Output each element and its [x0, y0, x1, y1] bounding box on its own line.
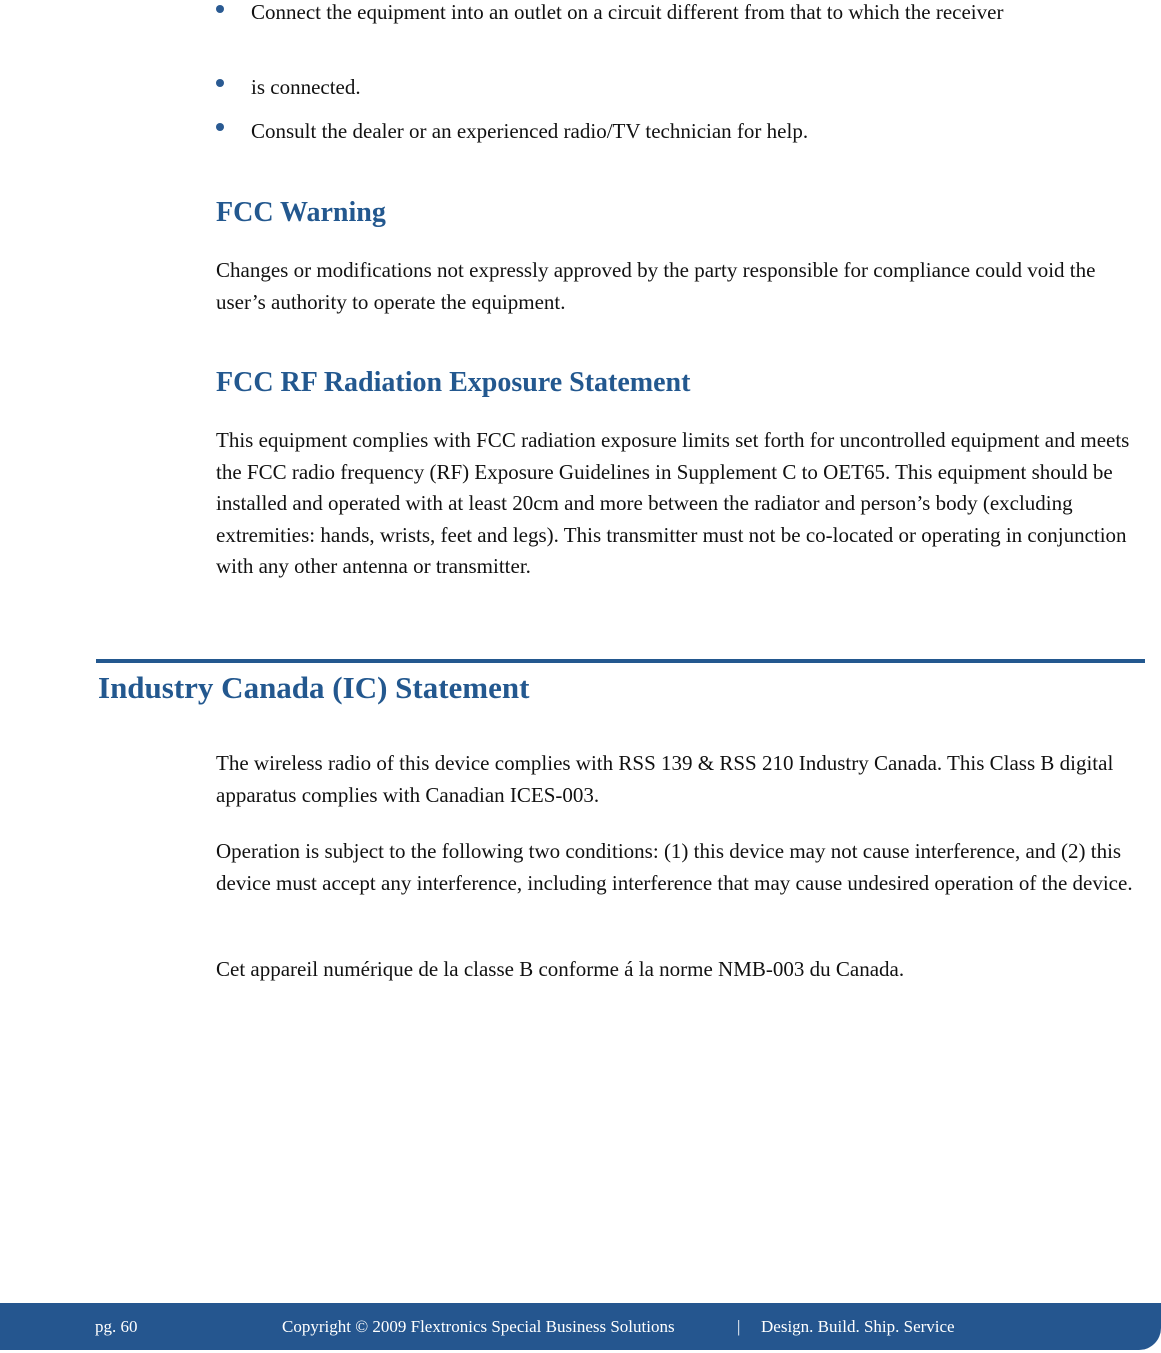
footer-separator: | [737, 1317, 741, 1336]
footer-tagline: Design. Build. Ship. Service [761, 1317, 955, 1336]
ic-paragraph-3: Cet appareil numérique de la classe B conforme á la norme NMB-003 du Canada. [216, 957, 905, 981]
list-item [216, 0, 1116, 27]
bullet-text: is connected. [251, 75, 361, 99]
section-heading-fcc-warning: FCC Warning [216, 197, 386, 228]
list-item [216, 72, 1116, 102]
bullet-icon [216, 5, 224, 13]
page-footer [0, 1303, 1161, 1350]
section-heading-fcc-rf: FCC RF Radiation Exposure Statement [216, 367, 691, 398]
page-section-title: Industry Canada (IC) Statement [98, 670, 530, 705]
fcc-rf-paragraph: This equipment complies with FCC radiation exposure limits set forth for uncontrolled equipment and meets the FCC radio frequency (RF) Exposure Guidelines in Supplement C to OET65. This equipment should be installed and operated with at least 20cm and more between the radiator and person’s body (excluding extremities: hands, wrists, feet and legs). This transmitter must not be co-located or operating in conjunction with any other antenna or transmitter. [216, 428, 1130, 578]
bullet-icon [216, 123, 224, 131]
section-divider [96, 659, 1145, 663]
ic-paragraph-1: The wireless radio of this device complies with RSS 139 & RSS 210 Industry Canada. This Class B digital apparatus complies with Canadian ICES-003. [216, 751, 1114, 807]
bullet-text: Connect the equipment into an outlet on a circuit different from that to which the receiver [251, 0, 1004, 24]
list-item [216, 116, 1116, 146]
fcc-warning-paragraph: Changes or modifications not expressly approved by the party responsible for compliance could void the user’s authority to operate the equipment. [216, 258, 1096, 314]
page-number: pg. 60 [95, 1317, 138, 1336]
bullet-text: Consult the dealer or an experienced radio/TV technician for help. [251, 119, 809, 143]
bullet-icon [216, 79, 224, 87]
footer-copyright: Copyright © 2009 Flextronics Special Business Solutions [282, 1317, 675, 1336]
ic-paragraph-2: Operation is subject to the following two conditions: (1) this device may not cause interference, and (2) this device must accept any interference, including interference that may cause undesired operation of the device. [216, 839, 1133, 895]
